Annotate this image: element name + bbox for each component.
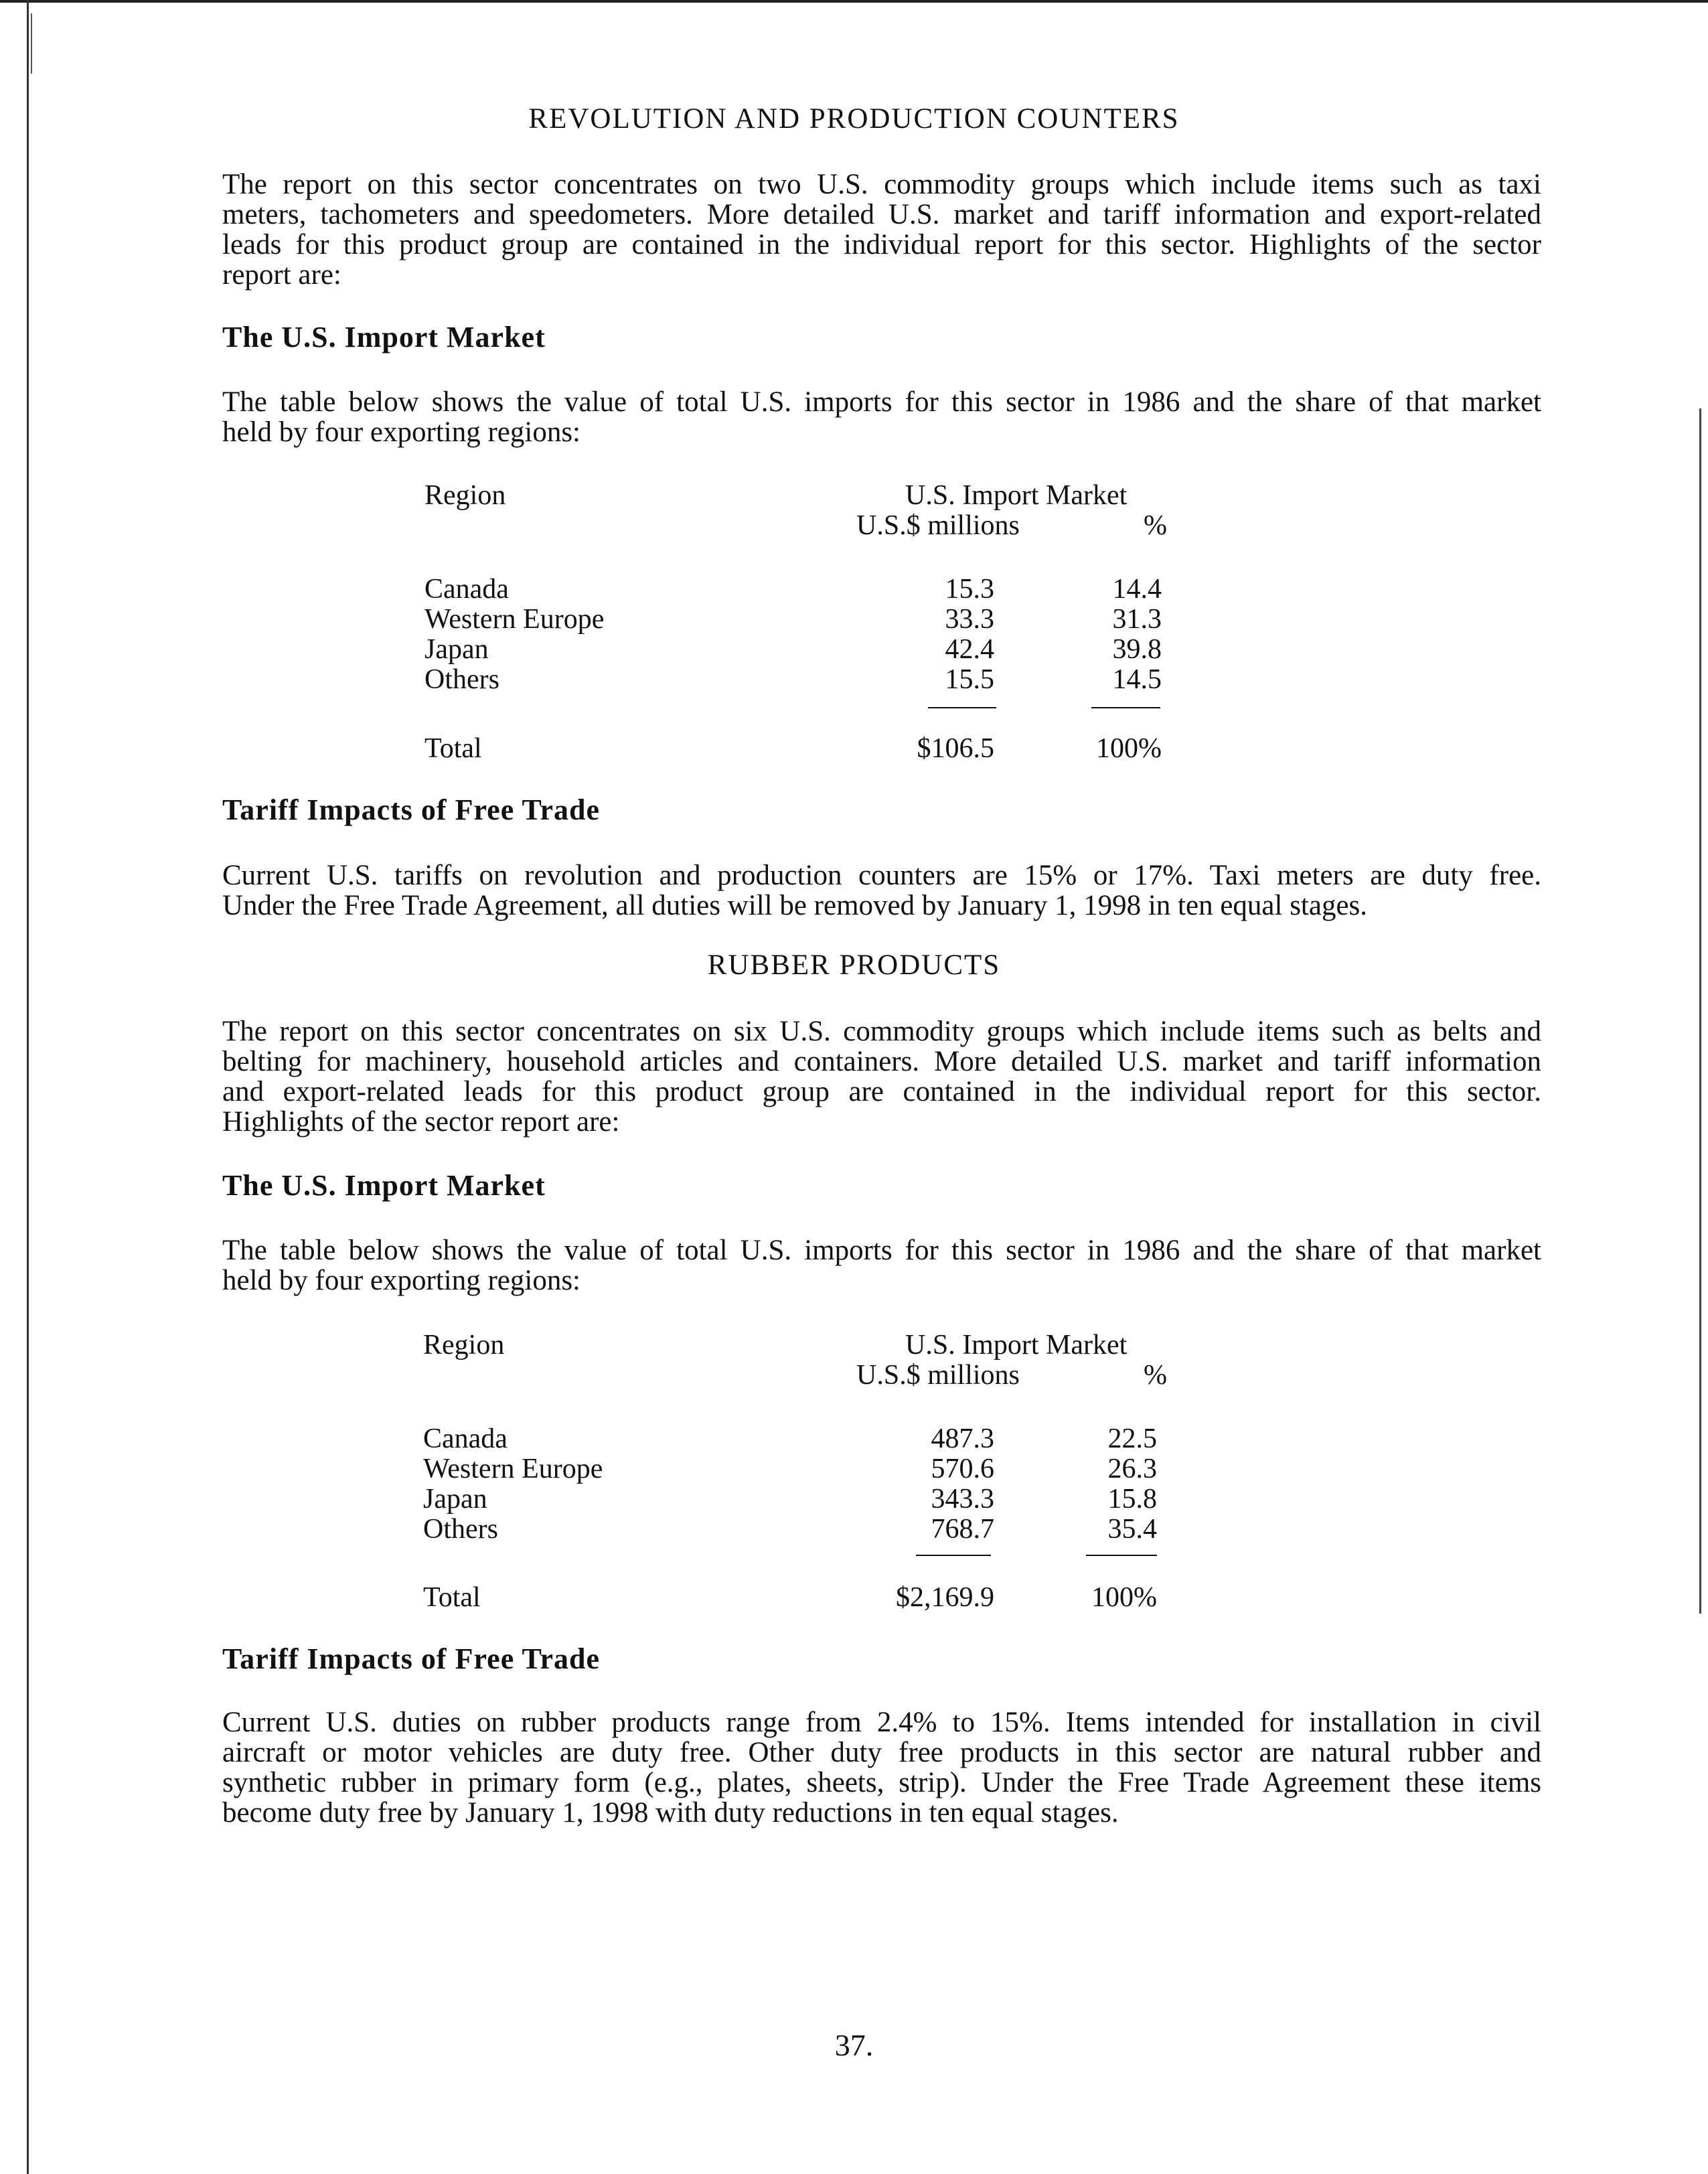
table-cell-percent: 26.3 [1107,1454,1157,1484]
table-cell-percent: 15.8 [1107,1484,1157,1515]
table-cell-percent: 14.4 [1112,574,1162,605]
tariff-line: Current U.S. duties on rubber products range from 2.4% to 15%. Items intended for installation in civil [222,1707,1541,1738]
table-header-percent: % [1144,1360,1167,1391]
scan-border-top [0,0,1708,3]
section-2-table-intro [222,1235,1541,1296]
table-cell-region: Others [424,664,499,695]
section-title-revolution-counters: REVOLUTION AND PRODUCTION COUNTERS [528,103,1180,135]
scan-border-left [27,0,29,2174]
table-total-rule-millions [916,1555,991,1556]
tariff-line: synthetic rubber in primary form (e.g., plates, sheets, strip). Under the Free Trade Agreement these items [222,1767,1541,1798]
table-cell-percent: 35.4 [1107,1514,1157,1545]
table-cell-region: Japan [424,634,489,665]
intro-line: and export-related leads for this product group are contained in the individual report for this sector. [222,1076,1541,1107]
table-total-label: Total [424,733,482,764]
table-total-label: Total [423,1582,481,1613]
table-header-millions: U.S.$ millions [856,510,1020,541]
table-cell-percent: 39.8 [1112,634,1162,665]
import-market-heading: The U.S. Import Market [222,321,546,354]
intro-line: leads for this product group are contained in the individual report for this sector. Highlights of the sector [222,229,1541,260]
intro-line: The report on this sector concentrates on two U.S. commodity groups which include items such as taxi [222,169,1541,200]
table-cell-percent: 14.5 [1112,664,1162,695]
table-total-millions: $2,169.9 [896,1582,994,1613]
tariff-impacts-heading: Tariff Impacts of Free Trade [222,793,601,826]
intro-line: report are: [222,259,341,291]
table-cell-region: Japan [423,1484,487,1515]
table-total-rule-percent [1091,707,1160,708]
scan-mark-left [31,13,32,74]
table-cell-millions: 15.3 [945,574,994,605]
table-total-rule-millions [928,707,996,708]
table-cell-region: Canada [424,574,509,605]
tariff-line: Current U.S. tariffs on revolution and production counters are 15% or 17%. Taxi meters are duty free. [222,860,1541,891]
intro-line: held by four exporting regions: [222,1265,581,1296]
table-cell-percent: 31.3 [1112,604,1162,635]
scan-border-right [1699,408,1701,1614]
tariff-line: become duty free by January 1, 1998 with duty reductions in ten equal stages. [222,1797,1119,1829]
intro-line: belting for machinery, household articles and containers. More detailed U.S. market and tariff information [222,1046,1541,1077]
table-cell-millions: 33.3 [945,604,994,635]
table-cell-region: Western Europe [424,604,605,635]
intro-line: The table below shows the value of total U.S. imports for this sector in 1986 and the share of that market [222,386,1541,418]
intro-line: The table below shows the value of total U.S. imports for this sector in 1986 and the share of that market [222,1235,1541,1266]
page-number: 37. [834,2028,874,2062]
intro-line: Highlights of the sector report are: [222,1106,620,1138]
table-cell-region: Western Europe [423,1454,603,1484]
intro-line: meters, tachometers and speedometers. More detailed U.S. market and tariff information and export-related [222,199,1541,230]
import-market-heading: The U.S. Import Market [222,1169,546,1202]
intro-line: The report on this sector concentrates on six U.S. commodity groups which include items such as belts and [222,1016,1541,1047]
table-header-region: Region [423,1330,505,1361]
table-cell-region: Canada [423,1423,508,1454]
table-total-percent: 100% [1091,1582,1157,1613]
section-1-tariff-text [222,860,1541,921]
table-cell-percent: 22.5 [1107,1423,1157,1454]
table-cell-millions: 15.5 [945,664,994,695]
table-header-market: U.S. Import Market [905,1330,1128,1361]
section-title-rubber-products: RUBBER PRODUCTS [707,949,1001,981]
tariff-line: aircraft or motor vehicles are duty free. Other duty free products in this sector are natural rubber and [222,1737,1541,1768]
table-total-rule-percent [1086,1555,1157,1556]
section-2-intro [222,1016,1541,1137]
section-1-intro [222,169,1541,290]
table-total-percent: 100% [1096,733,1162,764]
section-2-tariff-text [222,1707,1541,1828]
tariff-line: Under the Free Trade Agreement, all duties will be removed by January 1, 1998 in ten equal stages. [222,890,1368,921]
table-header-millions: U.S.$ millions [856,1360,1020,1391]
table-cell-millions: 343.3 [931,1484,994,1515]
table-cell-millions: 768.7 [931,1514,994,1545]
tariff-impacts-heading: Tariff Impacts of Free Trade [222,1642,601,1675]
table-header-percent: % [1144,510,1167,541]
table-total-millions: $106.5 [917,733,994,764]
table-cell-region: Others [423,1514,498,1545]
intro-line: held by four exporting regions: [222,416,581,448]
table-cell-millions: 570.6 [931,1454,994,1484]
section-1-table-intro [222,387,1541,447]
table-cell-millions: 42.4 [945,634,994,665]
table-header-market: U.S. Import Market [905,480,1128,511]
table-cell-millions: 487.3 [931,1423,994,1454]
table-header-region: Region [424,480,506,511]
